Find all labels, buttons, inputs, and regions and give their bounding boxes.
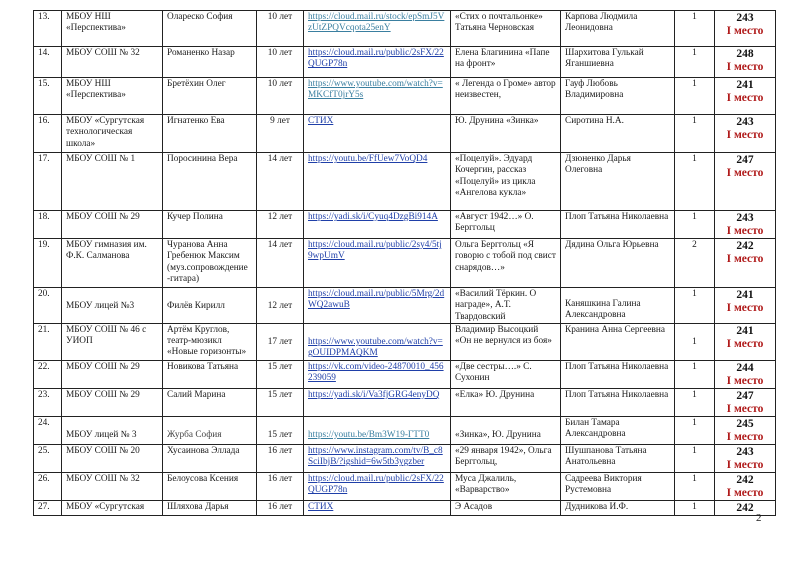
count-cell: 1: [675, 360, 715, 388]
score-cell: [715, 323, 776, 360]
age-cell: 16 лет: [257, 500, 304, 515]
school-cell: МБОУ «Сургутская технологическая школа»: [62, 115, 163, 153]
work-cell: Ольга Берггольц «Я говорю с тобой под свист снарядов…»: [451, 239, 561, 288]
place-label: I место: [726, 302, 764, 314]
table-row: [34, 500, 776, 515]
score-cell: [715, 388, 776, 416]
table-row: [34, 115, 776, 153]
video-link[interactable]: https://vk.com/video-24870010_456239059: [308, 361, 444, 384]
count-cell: 1: [675, 472, 715, 500]
link-cell: [304, 388, 451, 416]
link-cell: [304, 500, 451, 515]
score-value: 241: [736, 289, 754, 301]
teacher-cell: Плоп Татьяна Николаевна: [561, 388, 675, 416]
score-cell: [715, 288, 776, 324]
score-cell: [715, 472, 776, 500]
table-row: [34, 47, 776, 78]
link-cell: [304, 211, 451, 239]
link-wrap: [308, 418, 446, 441]
participant-cell: Игнатенко Ева: [163, 115, 257, 153]
score-cell: [715, 416, 776, 444]
place-label: I место: [726, 225, 764, 237]
table-row: [34, 416, 776, 444]
age-cell: 16 лет: [257, 444, 304, 472]
score-value: 245: [736, 417, 754, 430]
video-link[interactable]: https://yadi.sk/i/Va3fjGRG4enyDQ: [308, 389, 440, 400]
table-row: [34, 11, 776, 47]
row-number: 15.: [34, 78, 62, 115]
video-link[interactable]: https://youtu.be/FfUew7VoQD4: [308, 154, 428, 164]
age-text: 12 лет: [267, 301, 293, 311]
teacher-cell: [561, 288, 675, 324]
participant-cell: Романенко Назар: [163, 47, 257, 78]
page-number: 2: [756, 512, 762, 524]
table-row: [34, 78, 776, 115]
row-number: 27.: [34, 500, 62, 515]
link-cell: [304, 472, 451, 500]
score-value: 242: [736, 473, 754, 486]
score-cell: [715, 444, 776, 472]
place-label: I место: [726, 25, 764, 37]
video-link[interactable]: https://youtu.be/Bm3W19-ГТТ0: [308, 429, 430, 440]
work-cell: «Две сестры….» С. Сухонин: [451, 360, 561, 388]
row-number: 21.: [34, 323, 62, 360]
link-cell: [304, 78, 451, 115]
score-value: 242: [736, 240, 754, 252]
count-cell: 1: [675, 416, 715, 444]
score-value: 243: [736, 12, 754, 24]
place-label: I место: [726, 374, 764, 387]
count-cell: 1: [675, 78, 715, 115]
video-link[interactable]: https://cloud.mail.ru/public/2sFX/22QUGP78n: [308, 48, 444, 70]
place-label: I место: [726, 458, 764, 471]
teacher-cell: Шушпанова Татьяна Анатольевна: [561, 444, 675, 472]
school-cell: МБОУ СОШ № 29: [62, 388, 163, 416]
count-cell: 1: [675, 115, 715, 153]
score-cell: [715, 78, 776, 115]
age-cell: 14 лет: [257, 239, 304, 288]
school-text: МБОУ лицей № 3: [66, 429, 137, 440]
link-cell: [304, 239, 451, 288]
age-cell: [257, 416, 304, 444]
video-link[interactable]: https://www.youtube.com/watch?v=gOUIDPMAQKM: [308, 336, 443, 359]
place-label: I место: [726, 486, 764, 499]
score-value: 243: [736, 445, 754, 458]
video-link[interactable]: https://cloud.mail.ru/public/2sFX/22QUGP78n: [308, 473, 444, 496]
score-value: 244: [736, 361, 754, 374]
work-cell: «Василий Тёркин. О награде», А.Т. Твардовский: [451, 288, 561, 324]
place-label: I место: [726, 167, 764, 179]
place-label: I место: [726, 253, 764, 265]
participant-cell: Поросинина Вера: [163, 153, 257, 211]
link-cell: [304, 288, 451, 324]
score-value: 247: [736, 389, 754, 402]
row-number: 14.: [34, 47, 62, 78]
age-text: 15 лет: [267, 429, 293, 440]
participant-text: Журба София: [167, 429, 222, 440]
row-number: 25.: [34, 444, 62, 472]
row-number: 24.: [34, 416, 62, 444]
count-cell: 1: [675, 47, 715, 78]
place-label: I место: [726, 92, 764, 104]
work-text: «Зинка», Ю. Друнина: [455, 429, 541, 440]
results-table: [33, 10, 776, 516]
school-cell: МБОУ СОШ № 32: [62, 472, 163, 500]
participant-text: Филёв Кирилл: [167, 301, 225, 311]
row-number: 23.: [34, 388, 62, 416]
table-row: [34, 239, 776, 288]
school-cell: [62, 416, 163, 444]
work-cell: «Август 1942…» О. Берггольц: [451, 211, 561, 239]
score-cell: [715, 153, 776, 211]
score-cell: [715, 239, 776, 288]
place-label: I место: [726, 402, 764, 415]
place-label: I место: [726, 61, 764, 73]
score-cell: [715, 360, 776, 388]
school-cell: МБОУ СОШ № 29: [62, 211, 163, 239]
age-cell: 15 лет: [257, 388, 304, 416]
work-cell: « Легенда о Громе» автор неизвестен,: [451, 78, 561, 115]
participant-cell: [163, 416, 257, 444]
count-cell: 1: [675, 153, 715, 211]
work-cell: Э Асадов: [451, 500, 561, 515]
count-cell: 1: [675, 288, 715, 324]
participant-cell: Шляхова Дарья: [163, 500, 257, 515]
age-cell: [257, 323, 304, 360]
score-cell: [715, 47, 776, 78]
age-text: 17 лет: [267, 336, 293, 347]
count-cell: 1: [675, 11, 715, 47]
school-cell: МБОУ гимназия им. Ф.К. Салманова: [62, 239, 163, 288]
row-number: 26.: [34, 472, 62, 500]
teacher-text: Каняшкина Галина Александровна: [565, 299, 641, 321]
teacher-cell: Плоп Татьяна Николаевна: [561, 360, 675, 388]
row-number: 19.: [34, 239, 62, 288]
age-cell: 14 лет: [257, 153, 304, 211]
age-cell: 10 лет: [257, 11, 304, 47]
row-number: 13.: [34, 11, 62, 47]
count-cell: [675, 323, 715, 360]
count-cell: 1: [675, 211, 715, 239]
teacher-cell: Дзюненко Дарья Олеговна: [561, 153, 675, 211]
school-cell: МБОУ СОШ № 32: [62, 47, 163, 78]
school-cell: МБОУ СОШ № 20: [62, 444, 163, 472]
poem-link[interactable]: СТИХ: [308, 501, 334, 512]
table-row: [34, 323, 776, 360]
participant-cell: Бретёхин Олег: [163, 78, 257, 115]
score-value: 241: [736, 79, 754, 91]
table-row: [34, 211, 776, 239]
row-number: 18.: [34, 211, 62, 239]
score-cell: [715, 11, 776, 47]
teacher-cell: Дядина Ольга Юрьевна: [561, 239, 675, 288]
video-link[interactable]: https://cloud.mail.ru/stock/epSmJ5VzUtZPQVcqota25enY: [308, 12, 445, 34]
link-cell: [304, 153, 451, 211]
place-label: I место: [726, 337, 764, 350]
school-cell: МБОУ СОШ № 29: [62, 360, 163, 388]
score-value: 242: [736, 501, 754, 514]
work-cell: «Елка» Ю. Друнина: [451, 388, 561, 416]
work-cell: «29 января 1942», Ольга Берггольц,: [451, 444, 561, 472]
table-row: [34, 388, 776, 416]
count-text: 1: [692, 336, 697, 347]
link-cell: [304, 47, 451, 78]
count-cell: 1: [675, 500, 715, 515]
work-cell: Елена Благинина «Папе на фронт»: [451, 47, 561, 78]
link-cell: [304, 115, 451, 153]
school-text: МБОУ лицей №3: [66, 301, 135, 311]
teacher-cell: Гауф Любовь Владимировна: [561, 78, 675, 115]
video-link[interactable]: https://www.instagram.com/tv/B_c8SciIbjB/?igshid=6w5tb3ygzber: [308, 445, 443, 468]
count-cell: 2: [675, 239, 715, 288]
video-link[interactable]: https://yadi.sk/i/Cyuq4DzgBi914A: [308, 212, 438, 222]
table-row: [34, 153, 776, 211]
participant-cell: Чуранова Анна Гребенюк Максим (муз.сопровождение -гитара): [163, 239, 257, 288]
work-cell: Владимир Высоцкий «Он не вернулся из боя»: [451, 323, 561, 360]
age-cell: 12 лет: [257, 211, 304, 239]
age-cell: 10 лет: [257, 78, 304, 115]
link-cell: [304, 11, 451, 47]
work-cell: «Стих о почтальонке» Татьяна Черновская: [451, 11, 561, 47]
teacher-cell: Дудникова И.Ф.: [561, 500, 675, 515]
work-cell: [451, 416, 561, 444]
link-cell: [304, 360, 451, 388]
score-cell: [715, 500, 776, 515]
teacher-cell: Шархитова Гулькай Яганшиевна: [561, 47, 675, 78]
score-cell: [715, 115, 776, 153]
participant-cell: Белоусова Ксения: [163, 472, 257, 500]
place-label: I место: [726, 129, 764, 141]
teacher-cell: Плоп Татьяна Николаевна: [561, 211, 675, 239]
link-cell: [304, 323, 451, 360]
row-number: 20.: [34, 288, 62, 324]
age-cell: [257, 288, 304, 324]
video-link[interactable]: https://cloud.mail.ru/public/5Mrg/2dWQ2awuB: [308, 289, 445, 311]
score-value: 241: [736, 324, 754, 337]
place-label: I место: [726, 430, 764, 443]
row-number: 17.: [34, 153, 62, 211]
link-wrap: [308, 325, 446, 360]
score-value: 243: [736, 116, 754, 128]
participant-cell: Кучер Полина: [163, 211, 257, 239]
participant-cell: [163, 288, 257, 324]
teacher-cell: Сиротина Н.А.: [561, 115, 675, 153]
participant-cell: Хусаинова Эллада: [163, 444, 257, 472]
school-cell: МБОУ НШ «Перспектива»: [62, 11, 163, 47]
link-cell: [304, 416, 451, 444]
score-cell: [715, 211, 776, 239]
poem-link[interactable]: СТИХ: [308, 116, 334, 126]
link-cell: [304, 444, 451, 472]
teacher-cell: Кранина Анна Сергеевна: [561, 323, 675, 360]
school-cell: [62, 288, 163, 324]
score-value: 243: [736, 212, 754, 224]
row-number: 22.: [34, 360, 62, 388]
teacher-cell: Билан Тамара Александровна: [561, 416, 675, 444]
count-cell: 1: [675, 444, 715, 472]
work-cell: Муса Джалиль, «Варварство»: [451, 472, 561, 500]
table-row: [34, 288, 776, 324]
table-row: [34, 472, 776, 500]
age-cell: 9 лет: [257, 115, 304, 153]
school-cell: МБОУ НШ «Перспектива»: [62, 78, 163, 115]
video-link[interactable]: https://cloud.mail.ru/public/2sy4/5tj9wpUmV: [308, 240, 442, 262]
count-cell: 1: [675, 388, 715, 416]
school-cell: МБОУ СОШ № 1: [62, 153, 163, 211]
work-cell: «Поцелуй». Эдуард Кочергин, рассказ «Поцелуй» из цикла «Ангелова кукла»: [451, 153, 561, 211]
age-cell: 15 лет: [257, 360, 304, 388]
participant-cell: Салий Марина: [163, 388, 257, 416]
participant-cell: Оларeско София: [163, 11, 257, 47]
work-cell: Ю. Друнина «Зинка»: [451, 115, 561, 153]
age-cell: 16 лет: [257, 472, 304, 500]
participant-cell: Артём Круглов, театр-мюзикл «Новые горизонты»: [163, 323, 257, 360]
table-row: [34, 360, 776, 388]
video-link[interactable]: https://www.youtube.com/watch?v=MKCfT0jrY5s: [308, 79, 443, 101]
teacher-cell: Карпова Людмила Леонидовна: [561, 11, 675, 47]
score-value: 247: [736, 154, 754, 166]
score-value: 248: [736, 48, 754, 60]
table-row: [34, 444, 776, 472]
school-cell: МБОУ «Сургутская: [62, 500, 163, 515]
row-number: 16.: [34, 115, 62, 153]
school-cell: МБОУ СОШ № 46 с УИОП: [62, 323, 163, 360]
age-cell: 10 лет: [257, 47, 304, 78]
participant-cell: Новикова Татьяна: [163, 360, 257, 388]
teacher-cell: Садреева Виктория Рустемовна: [561, 472, 675, 500]
